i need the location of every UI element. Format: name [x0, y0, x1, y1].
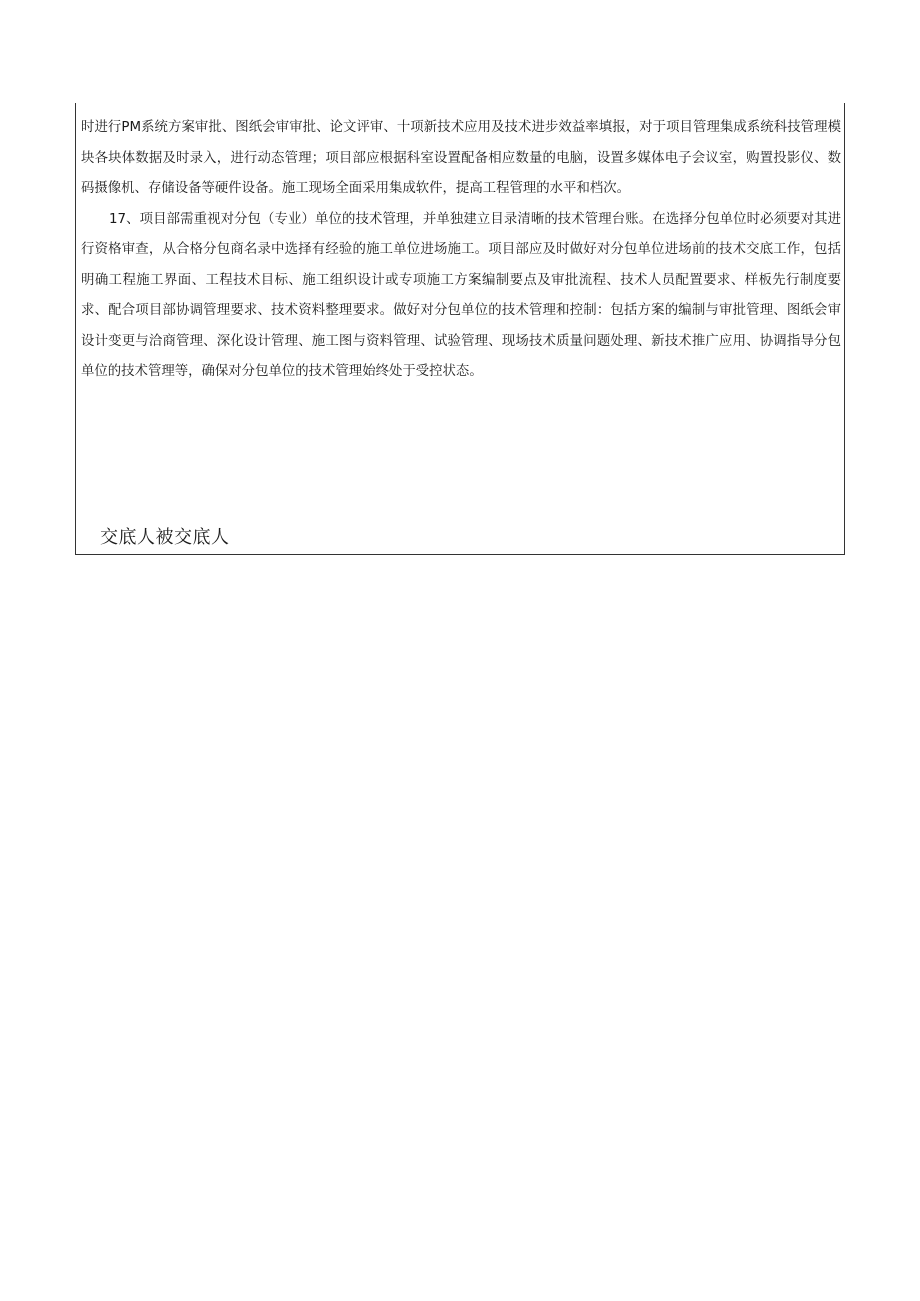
paragraph-continuation: 时进行PM系统方案审批、图纸会审审批、论文评审、十项新技术应用及技术进步效益率填报，对于项目管理集成系统科技管理模块各块体数据及时录入，进行动态管理；项目部应根据科室设置配备相应数量的电脑，设置多媒体电子会议室，购置投影仪、数码摄像机、存储设备等硬件设备。施工现场全面采用集成软件，提高工程管理的水平和档次。 [81, 120, 841, 196]
paragraph-item-17: 17、项目部需重视对分包（专业）单位的技术管理，并单独建立目录清晰的技术管理台账。在选择分包单位时必须要对其进行资格审查，从合格分包商名录中选择有经验的施工单位进场施工。项目部应及时做好对分包单位进场前的技术交底工作，包括明确工程施工界面、工程技术目标、施工组织设计或专项施工方案编制要点及审批流程、技术人员配置要求、样板先行制度要求、配合项目部协调管理要求、技术资料整理要求。做好对分包单位的技术管理和控制：包括方案的编制与审批管理、图纸会审设计变更与洽商管理、深化设计管理、施工图与资料管理、试验管理、现场技术质量问题处理、新技术推广应用、协调指导分包单位的技术管理等，确保对分包单位的技术管理始终处于受控状态。 [81, 211, 841, 379]
document-body [81, 113, 841, 388]
signature-line: 交底人被交底人 [100, 527, 230, 548]
disclosure-table-cell [75, 103, 845, 555]
